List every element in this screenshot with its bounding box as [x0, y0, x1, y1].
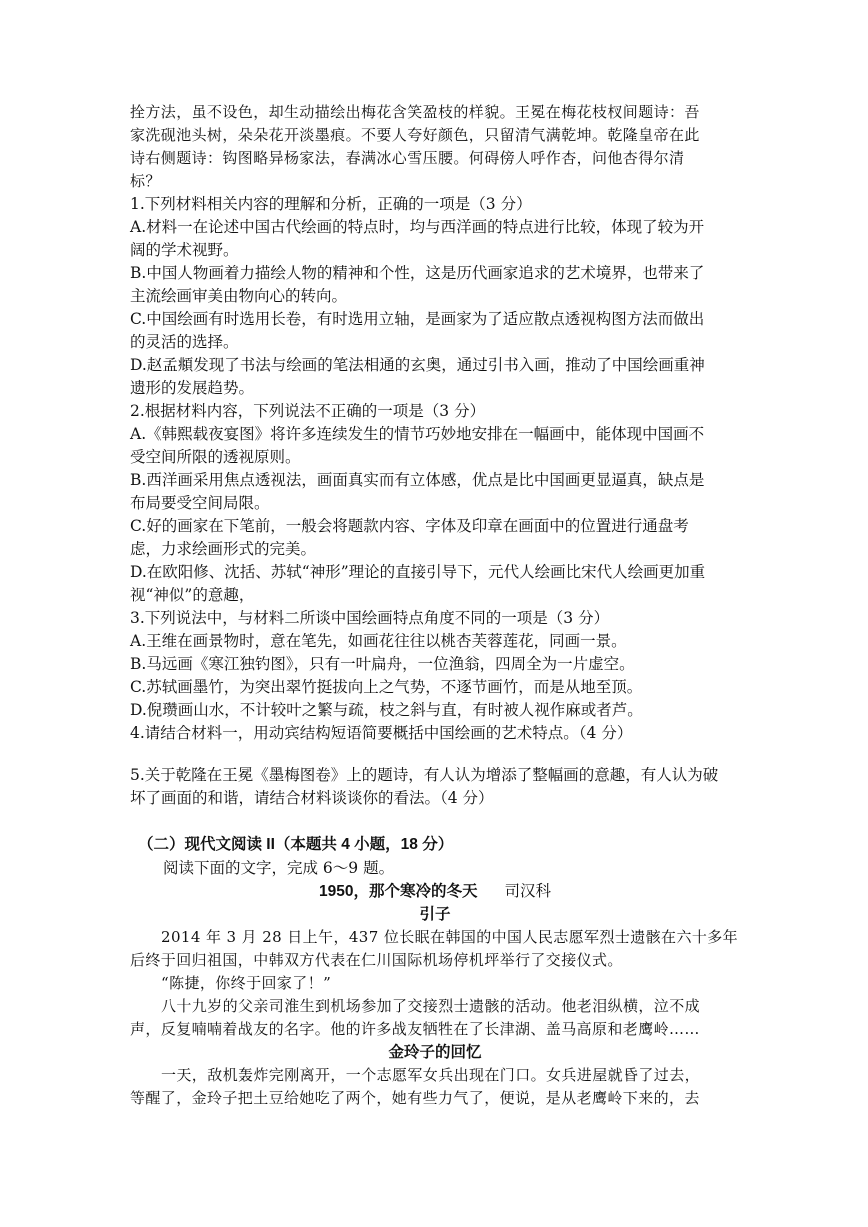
option-1c-cont: 的灵活的选择。 [130, 333, 239, 351]
option-1a-cont: 阔的学术视野。 [130, 241, 239, 259]
question-5-line: 坏了画面的和谐，请结合材料谈谈你的看法。（4 分） [130, 789, 494, 807]
option-1b-cont: 主流绘画审美由物向心的转向。 [130, 287, 348, 305]
question-list [130, 193, 740, 745]
text-line: 声，反复喃喃着战友的名字。他的许多战友牺牲在了长津湖、盖马高原和老鹰岭…… [130, 1020, 700, 1038]
text-line: 家洗砚池头树，朵朵花开淡墨痕。不要人夸好颜色，只留清气满乾坤。乾隆皇帝在此 [130, 126, 700, 144]
text-line: 诗右侧题诗：钩图略异杨家法，春满冰心雪压腰。何碍傍人呼作杏，问他杏得尔清 [130, 149, 685, 167]
question-3-stem: 3.下列说法中，与材料二所谈中国绘画特点角度不同的一项是（3 分） [130, 609, 610, 627]
article-author: 司汉科 [504, 882, 551, 900]
question-4-stem: 4.请结合材料一，用动宾结构短语简要概括中国绘画的艺术特点。（4 分） [130, 724, 633, 742]
section-heading: （二）现代文阅读 II（本题共 4 小题，18 分） [138, 836, 454, 853]
section-instruction: 阅读下面的文字，完成 6～9 题。 [163, 859, 395, 877]
text-line: 八十九岁的父亲司淮生到机场参加了交接烈士遗骸的活动。他老泪纵横，泣不成 [161, 997, 701, 1015]
subheading-memory: 金玲子的回忆 [388, 1044, 482, 1061]
option-1c: C.中国绘画有时选用长卷，有时选用立轴，是画家为了适应散点透视构图方法而做出 [130, 310, 705, 328]
text-line: 一天，敌机轰炸完刚离开，一个志愿军女兵出现在门口。女兵进屋就昏了过去， [161, 1066, 701, 1084]
text-line: 等醒了，金玲子把土豆给她吃了两个，她有些力气了，便说，是从老鹰岭下来的，去 [130, 1089, 700, 1107]
option-2b-cont: 布局要受空间局限。 [130, 494, 270, 512]
option-2d: D.在欧阳修、沈括、苏轼“神形”理论的直接引导下，元代人绘画比宋代人绘画更加重 [130, 563, 706, 581]
article-body-intro [130, 926, 740, 1041]
question-5 [130, 764, 740, 810]
option-3a: A.王维在画景物时，意在笔先，如画花往往以桃杏芙蓉莲花，同画一景。 [130, 632, 627, 650]
option-2b: B.西洋画采用焦点透视法，画面真实而有立体感，优点是比中国画更显逼真，缺点是 [130, 471, 705, 489]
text-line: 2014 年 3 月 28 日上午，437 位长眠在韩国的中国人民志愿军烈士遗骸在六十多年 [161, 928, 739, 946]
option-1d-cont: 遗形的发展趋势。 [130, 379, 255, 397]
article-title-row [130, 880, 740, 903]
text-line: 后终于回归祖国，中韩双方代表在仁川国际机场停机坪举行了交接仪式。 [130, 951, 623, 969]
option-2d-cont: 视“神似”的意趣， [130, 586, 255, 604]
material-continuation [130, 101, 740, 193]
option-1b: B.中国人物画着力描绘人物的精神和个性，这是历代画家追求的艺术境界，也带来了 [130, 264, 705, 282]
article-title: 1950，那个寒冷的冬天 [319, 883, 478, 900]
option-2a: A.《韩熙载夜宴图》将许多连续发生的情节巧妙地安排在一幅画中，能体现中国画不 [130, 425, 705, 443]
question-5-line: 5.关于乾隆在王冕《墨梅图卷》上的题诗，有人认为增添了整幅画的意趣，有人认为破 [130, 766, 719, 784]
option-2a-cont: 受空间所限的透视原则。 [130, 448, 301, 466]
option-2c: C.好的画家在下笔前，一般会将题款内容、字体及印章在画面中的位置进行通盘考 [130, 517, 689, 535]
option-3d: D.倪瓒画山水，不计较叶之繁与疏，枝之斜与直，有时被人视作麻或者芦。 [130, 701, 643, 719]
article-body-memory [130, 1064, 740, 1110]
subheading-intro: 引子 [419, 906, 451, 923]
question-1-stem: 1.下列材料相关内容的理解和分析，正确的一项是（3 分） [130, 195, 532, 213]
option-3b: B.马远画《寒江独钓图》，只有一叶扁舟，一位渔翁，四周全为一片虚空。 [130, 655, 635, 673]
option-1d: D.赵孟頫发现了书法与绘画的笔法相通的玄奥，通过引书入画，推动了中国绘画重神 [130, 356, 705, 374]
option-3c: C.苏轼画墨竹，为突出翠竹挺拔向上之气势，不逐节画竹，而是从地至顶。 [130, 678, 643, 696]
quote-line: “陈捷，你终于回家了！” [161, 974, 332, 992]
text-line: 标？ [130, 172, 161, 190]
option-1a: A.材料一在论述中国古代绘画的特点时，均与西洋画的特点进行比较，体现了较为开 [130, 218, 705, 236]
text-line: 拴方法，虽不设色，却生动描绘出梅花含笑盈枝的样貌。王冕在梅花枝杈间题诗：吾 [130, 103, 700, 121]
question-2-stem: 2.根据材料内容，下列说法不正确的一项是（3 分） [130, 402, 486, 420]
option-2c-cont: 虑，力求绘画形式的完美。 [130, 540, 317, 558]
